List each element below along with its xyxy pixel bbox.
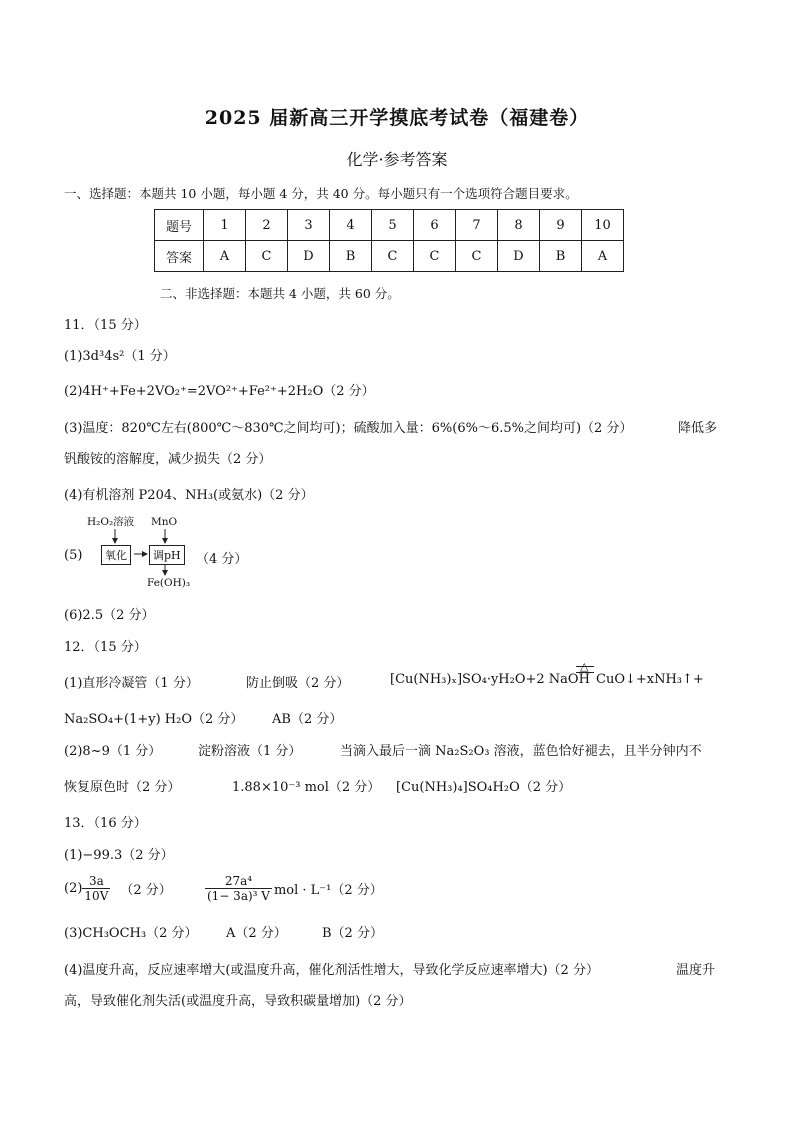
heat-symbol: △: [580, 660, 589, 673]
q11-answer-3-tail: 降低多: [678, 421, 718, 436]
q13-answer-2-row1: [64, 868, 172, 908]
flow-step-adjust-ph: 调pH: [149, 545, 185, 565]
q11-answer-5-score: （4 分）: [196, 552, 248, 567]
table-cell: 3: [288, 210, 330, 241]
q11-answer-6: (6)2.5（2 分）: [64, 608, 155, 623]
table-row-numbers: [155, 210, 624, 241]
table-cell: 8: [498, 210, 540, 241]
flow-product: Fe(OH)₃: [147, 577, 191, 589]
q12-answer-2-line2b: 1.88×10⁻³ mol（2 分）: [232, 780, 381, 795]
q11-header: 11．（15 分）: [64, 318, 147, 333]
table-cell: A: [204, 241, 246, 272]
flow-reagent-2: MnO: [151, 516, 178, 528]
q11-answer-5-label: (5): [64, 548, 83, 563]
q13-answer-2-label: (2): [64, 880, 83, 896]
q13-answer-2-unit: mol · L⁻¹（2 分）: [273, 882, 383, 898]
q11-answer-3-line1: (3)温度：820℃左右(800℃～830℃之间均可)；硫酸加入量：6%(6%～6.5%之间均可)（2 分）: [64, 421, 633, 436]
q12-answer-1-part1: (1)直形冷凝管（1 分）: [64, 676, 199, 691]
section-choice-heading: 一、选择题：本题共 10 小题，每小题 4 分，共 40 分。每小题只有一个选项符合题目要求。: [64, 186, 578, 201]
table-cell-label: 题号: [155, 210, 204, 241]
fraction-numerator: 3a: [82, 874, 110, 889]
q12-answer-1-line2a: Na₂SO₄+(1+y) H₂O（2 分）: [64, 712, 244, 727]
table-cell: D: [498, 241, 540, 272]
q13-answer-3-part2: A（2 分）: [226, 926, 287, 941]
section-nonchoice-heading: 二、非选择题：本题共 4 小题，共 60 分。: [160, 286, 400, 301]
q12-answer-2-line2a: 恢复原色时（2 分）: [64, 780, 181, 795]
q13-answer-3-part1: (3)CH₃OCH₃（2 分）: [64, 926, 198, 941]
table-cell: C: [456, 241, 498, 272]
table-cell: 4: [330, 210, 372, 241]
q12-answer-2-part3: 当滴入最后一滴 Na₂S₂O₃ 溶液，蓝色恰好褪去，且半分钟内不: [340, 744, 702, 759]
page-subtitle: 化学·参考答案: [346, 150, 448, 169]
q11-answer-4: (4)有机溶剂 P204、NH₃(或氨水)（2 分）: [64, 488, 314, 503]
fraction-denominator: 10V: [84, 888, 109, 903]
table-cell: 1: [204, 210, 246, 241]
flow-step-oxidize: 氧化: [101, 545, 131, 565]
table-cell: 9: [540, 210, 582, 241]
q13-answer-3-part3: B（2 分）: [322, 926, 383, 941]
q13-answer-1: (1)−99.3（2 分）: [64, 848, 174, 863]
table-cell: D: [288, 241, 330, 272]
q12-answer-1-line2b: AB（2 分）: [272, 712, 343, 727]
q12-answer-1-part4: CuO↓+xNH₃↑+: [596, 672, 704, 687]
table-cell: B: [540, 241, 582, 272]
table-cell: C: [372, 241, 414, 272]
q13-answer-2-row2: [205, 868, 383, 908]
q13-answer-4-tail: 温度升: [676, 963, 716, 978]
table-cell: 5: [372, 210, 414, 241]
q12-answer-1-part2: 防止倒吸（2 分）: [246, 676, 350, 691]
q11-answer-3-line2: 钒酸铵的溶解度，减少损失（2 分）: [64, 452, 272, 467]
table-cell: 7: [456, 210, 498, 241]
q13-answer-4-line1: (4)温度升高，反应速率增大(或温度升高，催化剂活性增大，导致化学反应速率增大)（2 分）: [64, 963, 599, 978]
q12-answer-2-part2: 淀粉溶液（1 分）: [198, 744, 302, 759]
q11-answer-1: (1)3d³4s²（1 分）: [64, 349, 176, 364]
q12-answer-1-part3: [Cu(NH₃)ₓ]SO₄·yH₂O+2 NaOH: [390, 672, 590, 687]
table-row-answers: [155, 241, 624, 272]
answer-table: [154, 209, 624, 272]
q13-answer-4-line2: 高，导致催化剂失活(或温度升高，导致积碳量增加)（2 分）: [64, 994, 412, 1009]
page-title: 2025 届新高三开学摸底考试卷（福建卷）: [204, 107, 590, 129]
table-cell: A: [582, 241, 624, 272]
table-cell: C: [246, 241, 288, 272]
fraction-numerator: 27a⁴: [205, 874, 272, 889]
table-cell-label: 答案: [155, 241, 204, 272]
q12-answer-2-line2c: [Cu(NH₃)₄]SO₄H₂O（2 分）: [396, 780, 572, 795]
fraction-3a-over-10v: [82, 874, 110, 903]
table-cell: 10: [582, 210, 624, 241]
table-cell: B: [330, 241, 372, 272]
q13-answer-2-score: （2 分）: [120, 882, 172, 898]
flow-reagent-1: H₂O₂溶液: [87, 516, 135, 528]
table-cell: 2: [246, 210, 288, 241]
fraction-denominator: (1− 3a)³ V: [207, 888, 270, 903]
fraction-equilibrium-constant: [205, 874, 272, 903]
flow-diagram: [87, 513, 197, 595]
q13-header: 13．（16 分）: [64, 816, 147, 831]
table-cell: 6: [414, 210, 456, 241]
q12-header: 12．（15 分）: [64, 640, 147, 655]
q11-answer-2: (2)4H⁺+Fe+2VO₂⁺=2VO²⁺+Fe²⁺+2H₂O（2 分）: [64, 384, 375, 399]
q12-answer-2-part1: (2)8~9（1 分）: [64, 744, 162, 759]
equals-sign: [576, 666, 594, 673]
table-cell: C: [414, 241, 456, 272]
